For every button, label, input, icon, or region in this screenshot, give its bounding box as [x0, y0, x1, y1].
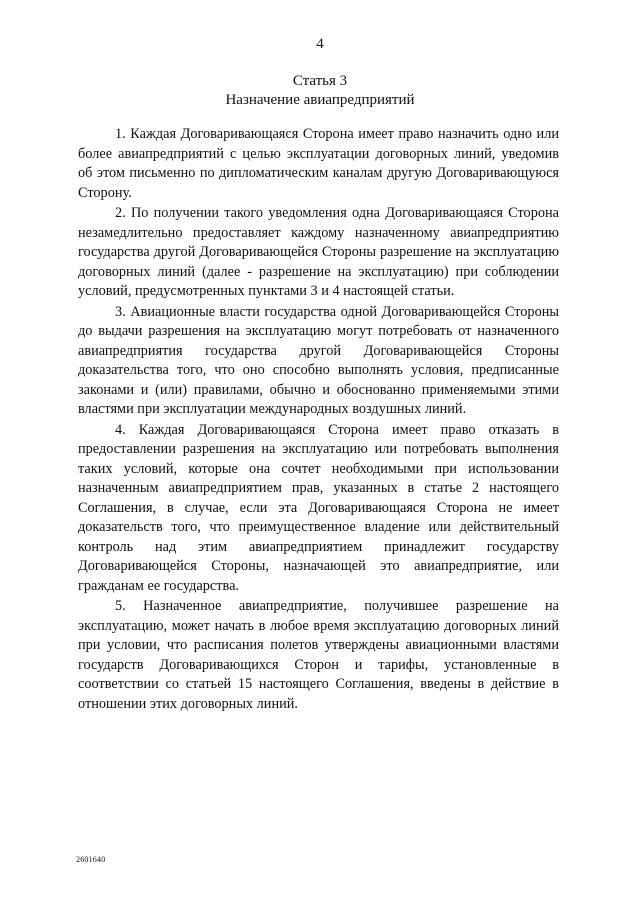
page-number: 4 [316, 36, 324, 52]
paragraph-1: 1. Каждая Договаривающаяся Сторона имеет право назначить одно или более авиапредприятий с целью эксплуатации договорных линий, уведомив об этом письменно по дипломатическим каналам другую Договаривающуюся Сторону. [78, 126, 559, 201]
paragraph-2: 2. По получении такого уведомления одна Договаривающаяся Сторона незамедлительно предоставляет каждому назначенному авиапредприятию государства другой Договаривающейся Стороны разрешение на эксплуатацию договорных линий (далее - разрешение на эксплуатацию) при соблюдении условий, предусмотренных пунктами 3 и 4 настоящей статьи. [78, 205, 559, 299]
article-body [78, 125, 559, 715]
paragraph-3: 3. Авиационные власти государства одной Договаривающейся Стороны до выдачи разрешения на эксплуатацию могут потребовать от назначенного авиапредприятия государства другой Договаривающейся Стороны доказательства того, что оно способно выполнять условия, предписанные законами и (или) правилами, обычно и обоснованно применяемыми этими властями при эксплуатации международных воздушных линий. [78, 303, 559, 417]
paragraph-4: 4. Каждая Договаривающаяся Сторона имеет право отказать в предоставлении разрешения на эксплуатацию или потребовать выполнения таких условий, которые она сочтет необходимыми при использовании назначенным авиапредприятием прав, указанных в статье 2 настоящего Соглашения, в случае, если эта Договаривающаяся Сторона не имеет доказательств того, что преимущественное владение или действительный контроль над этим авиапредприятием принадлежит государству Договаривающейся Стороны, назначающей это авиапредприятие, или гражданам ее государства. [78, 421, 559, 594]
article-title: Назначение авиапредприятий [225, 92, 415, 108]
article-number: Статья 3 [292, 73, 348, 89]
footer-document-code: 2601640 [76, 855, 106, 864]
paragraph-5: 5. Назначенное авиапредприятие, получившее разрешение на эксплуатацию, может начать в любое время эксплуатацию договорных линий при условии, что расписания полетов утверждены авиационными властями государств Договаривающихся Сторон и тарифы, установленные в соответствии со статьей 15 настоящего Соглашения, введены в действие в отношении этих договорных линий. [78, 598, 559, 712]
article-heading [0, 72, 640, 110]
